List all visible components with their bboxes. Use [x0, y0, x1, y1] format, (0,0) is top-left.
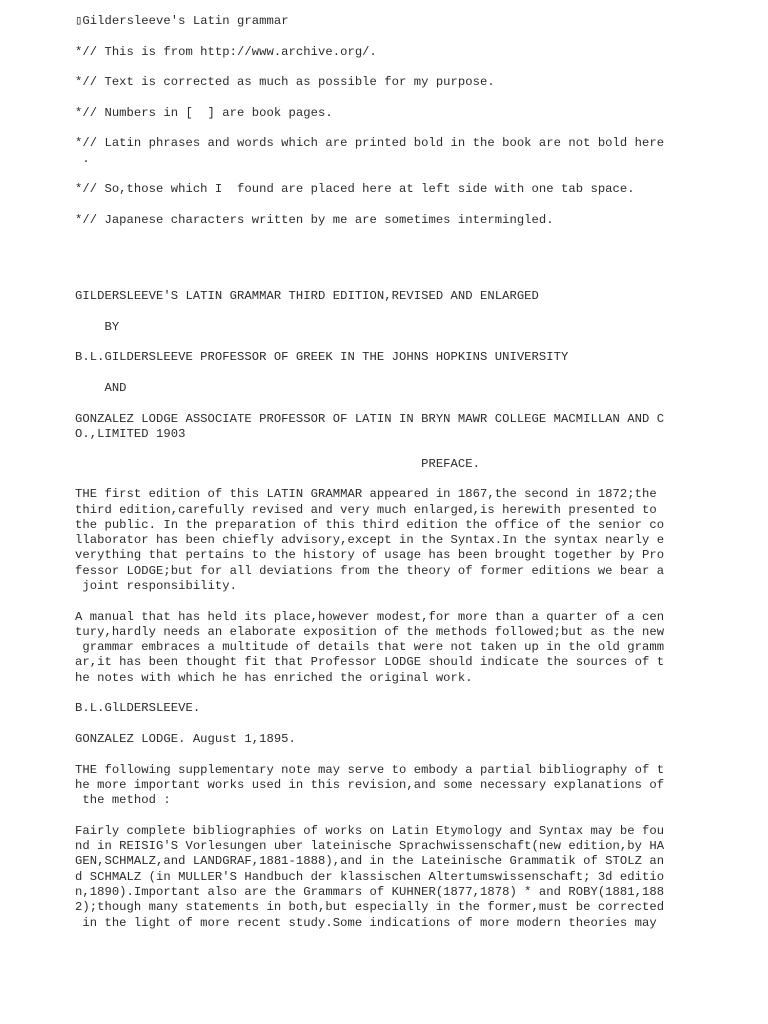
paragraph-line: grammar embraces a multitude of details that were not taken up in the old gramm — [75, 640, 665, 655]
paragraph-line: THE following supplementary note may serve to embody a partial bibliography of t — [75, 762, 665, 777]
paragraph-line: Fairly complete bibliographies of works on Latin Etymology and Syntax may be fou — [75, 823, 665, 838]
preface-paragraph-2 — [75, 610, 675, 686]
paragraph-line: THE first edition of this LATIN GRAMMAR appeared in 1867,the second in 1872;the — [75, 487, 657, 502]
paragraph-line: fessor LODGE;but for all deviations from the theory of former editions we bear a — [75, 563, 665, 578]
missing-glyph-icon: ▯ — [75, 14, 83, 28]
paragraph-line: the method : — [75, 793, 171, 808]
paragraph-line: he notes with which he has enriched the original work. — [75, 670, 473, 685]
paragraph-line: llaborator has been chiefly advisory,except in the Syntax.In the syntax nearly e — [75, 533, 665, 548]
paragraph-line: A manual that has held its place,however modest,for more than a quarter of a cen — [75, 609, 665, 624]
author-line: O.,LIMITED 1903 — [75, 426, 186, 441]
note-line: *// Latin phrases and words which are printed bold in the book are not bold here — [75, 136, 665, 151]
note-line: . — [75, 151, 90, 166]
and-line: AND — [75, 380, 127, 395]
paragraph-line: GEN,SCHMALZ,and LANDGRAF,1881-1888),and in the Lateinische Grammatik of STOLZ an — [75, 854, 665, 869]
paragraph-line: the public. In the preparation of this third edition the office of the senior co — [75, 517, 665, 532]
book-title: GILDERSLEEVE'S LATIN GRAMMAR THIRD EDITION,REVISED AND ENLARGED — [75, 289, 539, 304]
paragraph-line: third edition,carefully revised and very much enlarged,is herewith presented to — [75, 502, 657, 517]
by-line: BY — [75, 319, 120, 334]
paragraph-line: tury,hardly needs an elaborate exposition of the methods followed;but as the new — [75, 624, 665, 639]
note-line: *// Numbers in [ ] are book pages. — [75, 105, 333, 120]
paragraph-line: joint responsibility. — [75, 579, 238, 593]
paragraph-line: he more important works used in this revision,and some necessary explanations of — [75, 777, 665, 792]
preface-heading: PREFACE. — [75, 456, 481, 471]
note-line: *// This is from http://www.archive.org/. — [75, 44, 377, 59]
paragraph-line: d SCHMALZ (in MULLER'S Handbuch der klassischen Altertumswissenschaft; 3d editio — [75, 869, 665, 884]
signature-gildersleeve: B.L.GlLDERSLEEVE. — [75, 701, 201, 716]
signature-lodge: GONZALEZ LODGE. August 1,1895. — [75, 731, 296, 746]
note-line: *// Text is corrected as much as possible for my purpose. — [75, 75, 495, 90]
paragraph-line: n,1890).Important also are the Grammars of KUHNER(1877,1878) * and ROBY(1881,188 — [75, 884, 665, 899]
note-line: *// Japanese characters written by me are sometimes intermingled. — [75, 212, 554, 227]
preface-paragraph-4 — [75, 824, 675, 931]
document-page — [75, 14, 675, 931]
paragraph-line: verything that pertains to the history of usage has been brought together by Pro — [75, 548, 665, 563]
paragraph-line: 2);though many statements in both,but especially in the former,must be corrected — [75, 900, 665, 915]
author-line: GONZALEZ LODGE ASSOCIATE PROFESSOR OF LATIN IN BRYN MAWR COLLEGE MACMILLAN AND C — [75, 411, 665, 426]
paragraph-line: in the light of more recent study.Some indications of more modern theories may — [75, 915, 657, 930]
preface-paragraph-1 — [75, 487, 675, 594]
paragraph-line: ar,it has been thought fit that Professor LODGE should indicate the sources of t — [75, 655, 665, 670]
note-line: *// So,those which I found are placed here at left side with one tab space. — [75, 182, 635, 197]
document-title: ▯Gildersleeve's Latin grammar — [75, 14, 289, 28]
author-line: B.L.GILDERSLEEVE PROFESSOR OF GREEK IN THE JOHNS HOPKINS UNIVERSITY — [75, 350, 569, 365]
preface-paragraph-3 — [75, 763, 675, 809]
paragraph-line: nd in REISIG'S Vorlesungen uber lateinische Sprachwissenschaft(new edition,by HA — [75, 839, 665, 854]
